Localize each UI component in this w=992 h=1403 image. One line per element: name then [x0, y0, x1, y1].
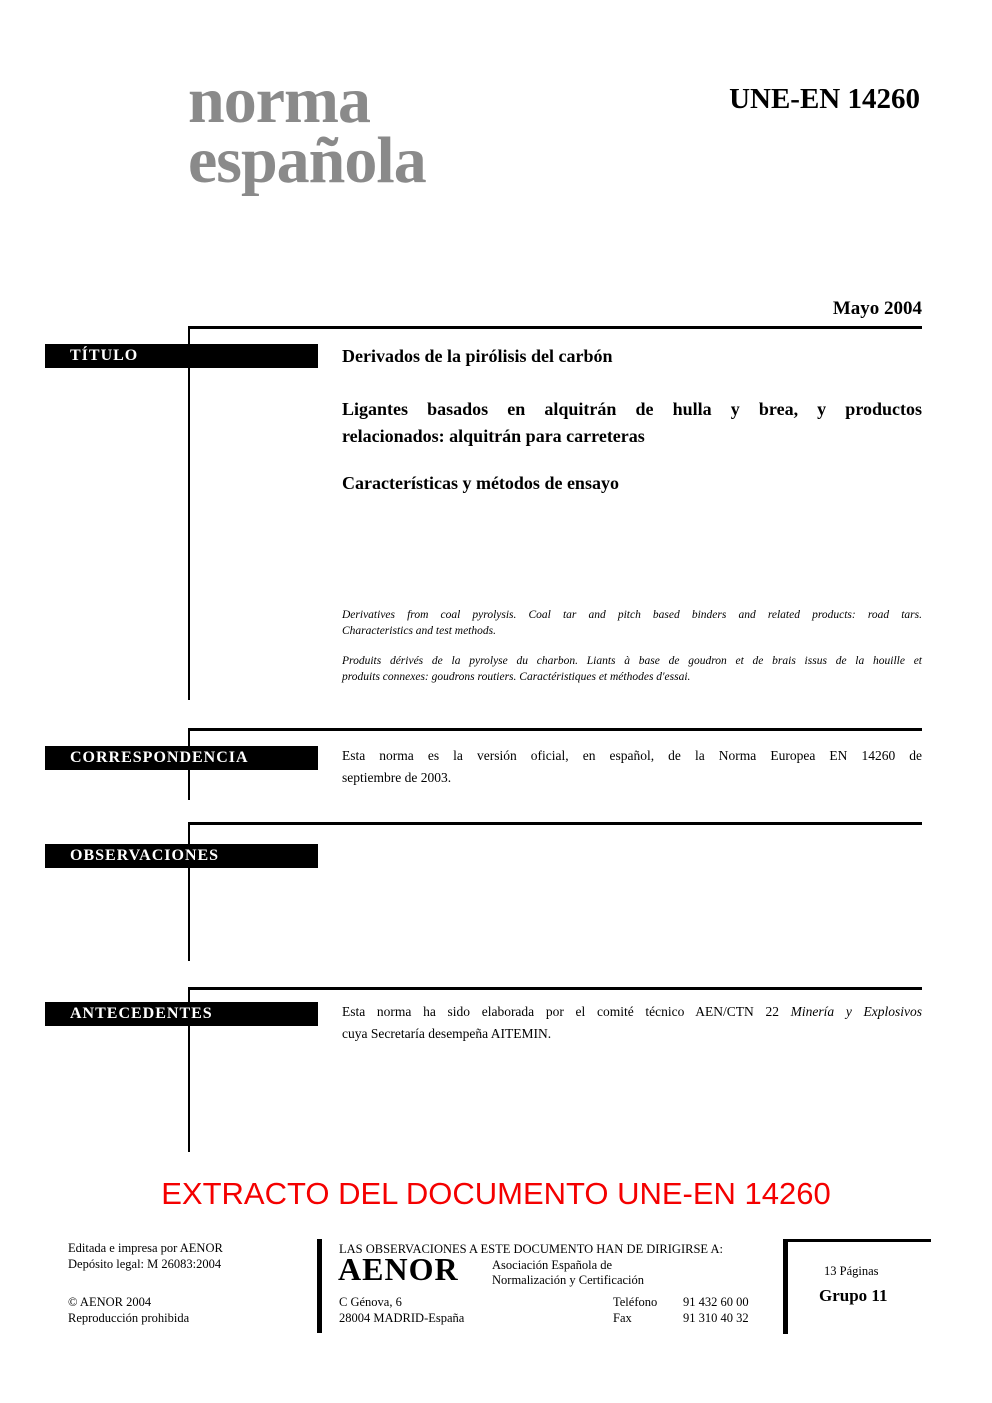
title-french-abstract: [342, 654, 922, 685]
rule-antecedentes-top: [189, 987, 922, 990]
org-line2: Normalización y Certificación: [492, 1272, 645, 1287]
section-label-antecedentes: ANTECEDENTES: [45, 1002, 318, 1026]
footer-contact-values: [683, 1294, 749, 1326]
page-count: 13 Páginas: [824, 1264, 879, 1278]
footer-copyright-line: © AENOR 2004: [68, 1295, 152, 1309]
footer-reproduction-line: Reproducción prohibida: [68, 1311, 190, 1325]
correspondencia-line1: Esta norma es la versión oficial, en español, de la Norma Europea EN 14260 de: [342, 748, 922, 763]
aenor-logo: AENOR: [338, 1251, 459, 1287]
org-line1: Asociación Española de: [492, 1258, 613, 1272]
french-line1: Produits dérivés de la pyrolyse du charbon. Liants à base de goudron et de brais issus de la houille et: [342, 655, 922, 667]
antecedentes-line1: Esta norma ha sido elaborada por el comité técnico AEN/CTN 22 Minería y Explosivos: [342, 1004, 922, 1019]
english-line2: Characteristics and test methods.: [342, 624, 496, 637]
section-label-titulo: TÍTULO: [45, 344, 318, 368]
section-label-observaciones: OBSERVACIONES: [45, 844, 318, 868]
brand-espanola: española: [188, 124, 426, 197]
address-line1: C Génova, 6: [339, 1295, 402, 1309]
antecedentes-line2: cuya Secretaría desempeña AITEMIN.: [342, 1025, 552, 1041]
correspondencia-line2: septiembre de 2003.: [342, 769, 452, 785]
fax-label: Fax: [613, 1311, 632, 1325]
footer-divider-bar: [317, 1239, 322, 1333]
antecedentes-text: [342, 1001, 922, 1044]
footer-address: [339, 1294, 464, 1326]
phone-label: Teléfono: [613, 1295, 658, 1309]
rule-observaciones-top: [189, 822, 922, 825]
english-line1: Derivatives from coal pyrolysis. Coal tar and pitch based binders and related products: road tars.: [342, 609, 922, 621]
title-heading-2-line2: relacionados: alquitrán para carreteras: [342, 426, 645, 446]
phone-value: 91 432 60 00: [683, 1295, 749, 1309]
title-heading-2: [342, 396, 922, 450]
correspondencia-text: [342, 745, 922, 788]
antecedentes-committee-italic: Minería y Explosivos: [790, 1004, 922, 1019]
title-heading-3: Características y métodos de ensayo: [342, 473, 619, 493]
footer-edited-block: [68, 1240, 223, 1272]
footer-copyright-block: [68, 1294, 189, 1326]
footer-edited-line1: Editada e impresa por AENOR: [68, 1241, 223, 1255]
group-number: Grupo 11: [819, 1286, 888, 1305]
title-heading-1: Derivados de la pirólisis del carbón: [342, 346, 613, 366]
footer-deposit-line: Depósito legal: M 26083:2004: [68, 1257, 222, 1271]
address-line2: 28004 MADRID-España: [339, 1311, 465, 1325]
footer-contact-labels: [613, 1294, 657, 1326]
title-heading-2-line1: Ligantes basados en alquitrán de hulla y brea, y productos: [342, 399, 922, 419]
rule-correspondencia-top: [189, 728, 922, 731]
document-date: Mayo 2004: [832, 298, 922, 319]
footer-group-box: [783, 1239, 931, 1334]
footer-notice: LAS OBSERVACIONES A ESTE DOCUMENTO HAN DE DIRIGIRSE A:: [339, 1242, 723, 1256]
french-line2: produits connexes: goudrons routiers. Caractéristiques et méthodes d'essai.: [342, 670, 691, 683]
extracto-banner: EXTRACTO DEL DOCUMENTO UNE-EN 14260: [161, 1176, 831, 1211]
rule-titulo-top: [189, 326, 922, 329]
rule-titulo-left: [188, 326, 190, 700]
aenor-org-name: [492, 1258, 644, 1287]
title-english-abstract: [342, 608, 922, 639]
rule-observaciones-left: [188, 822, 190, 961]
fax-value: 91 310 40 32: [683, 1311, 749, 1325]
document-code: UNE-EN 14260: [729, 83, 920, 115]
section-label-correspondencia: CORRESPONDENCIA: [45, 746, 318, 770]
brand-norma: norma: [188, 64, 370, 137]
